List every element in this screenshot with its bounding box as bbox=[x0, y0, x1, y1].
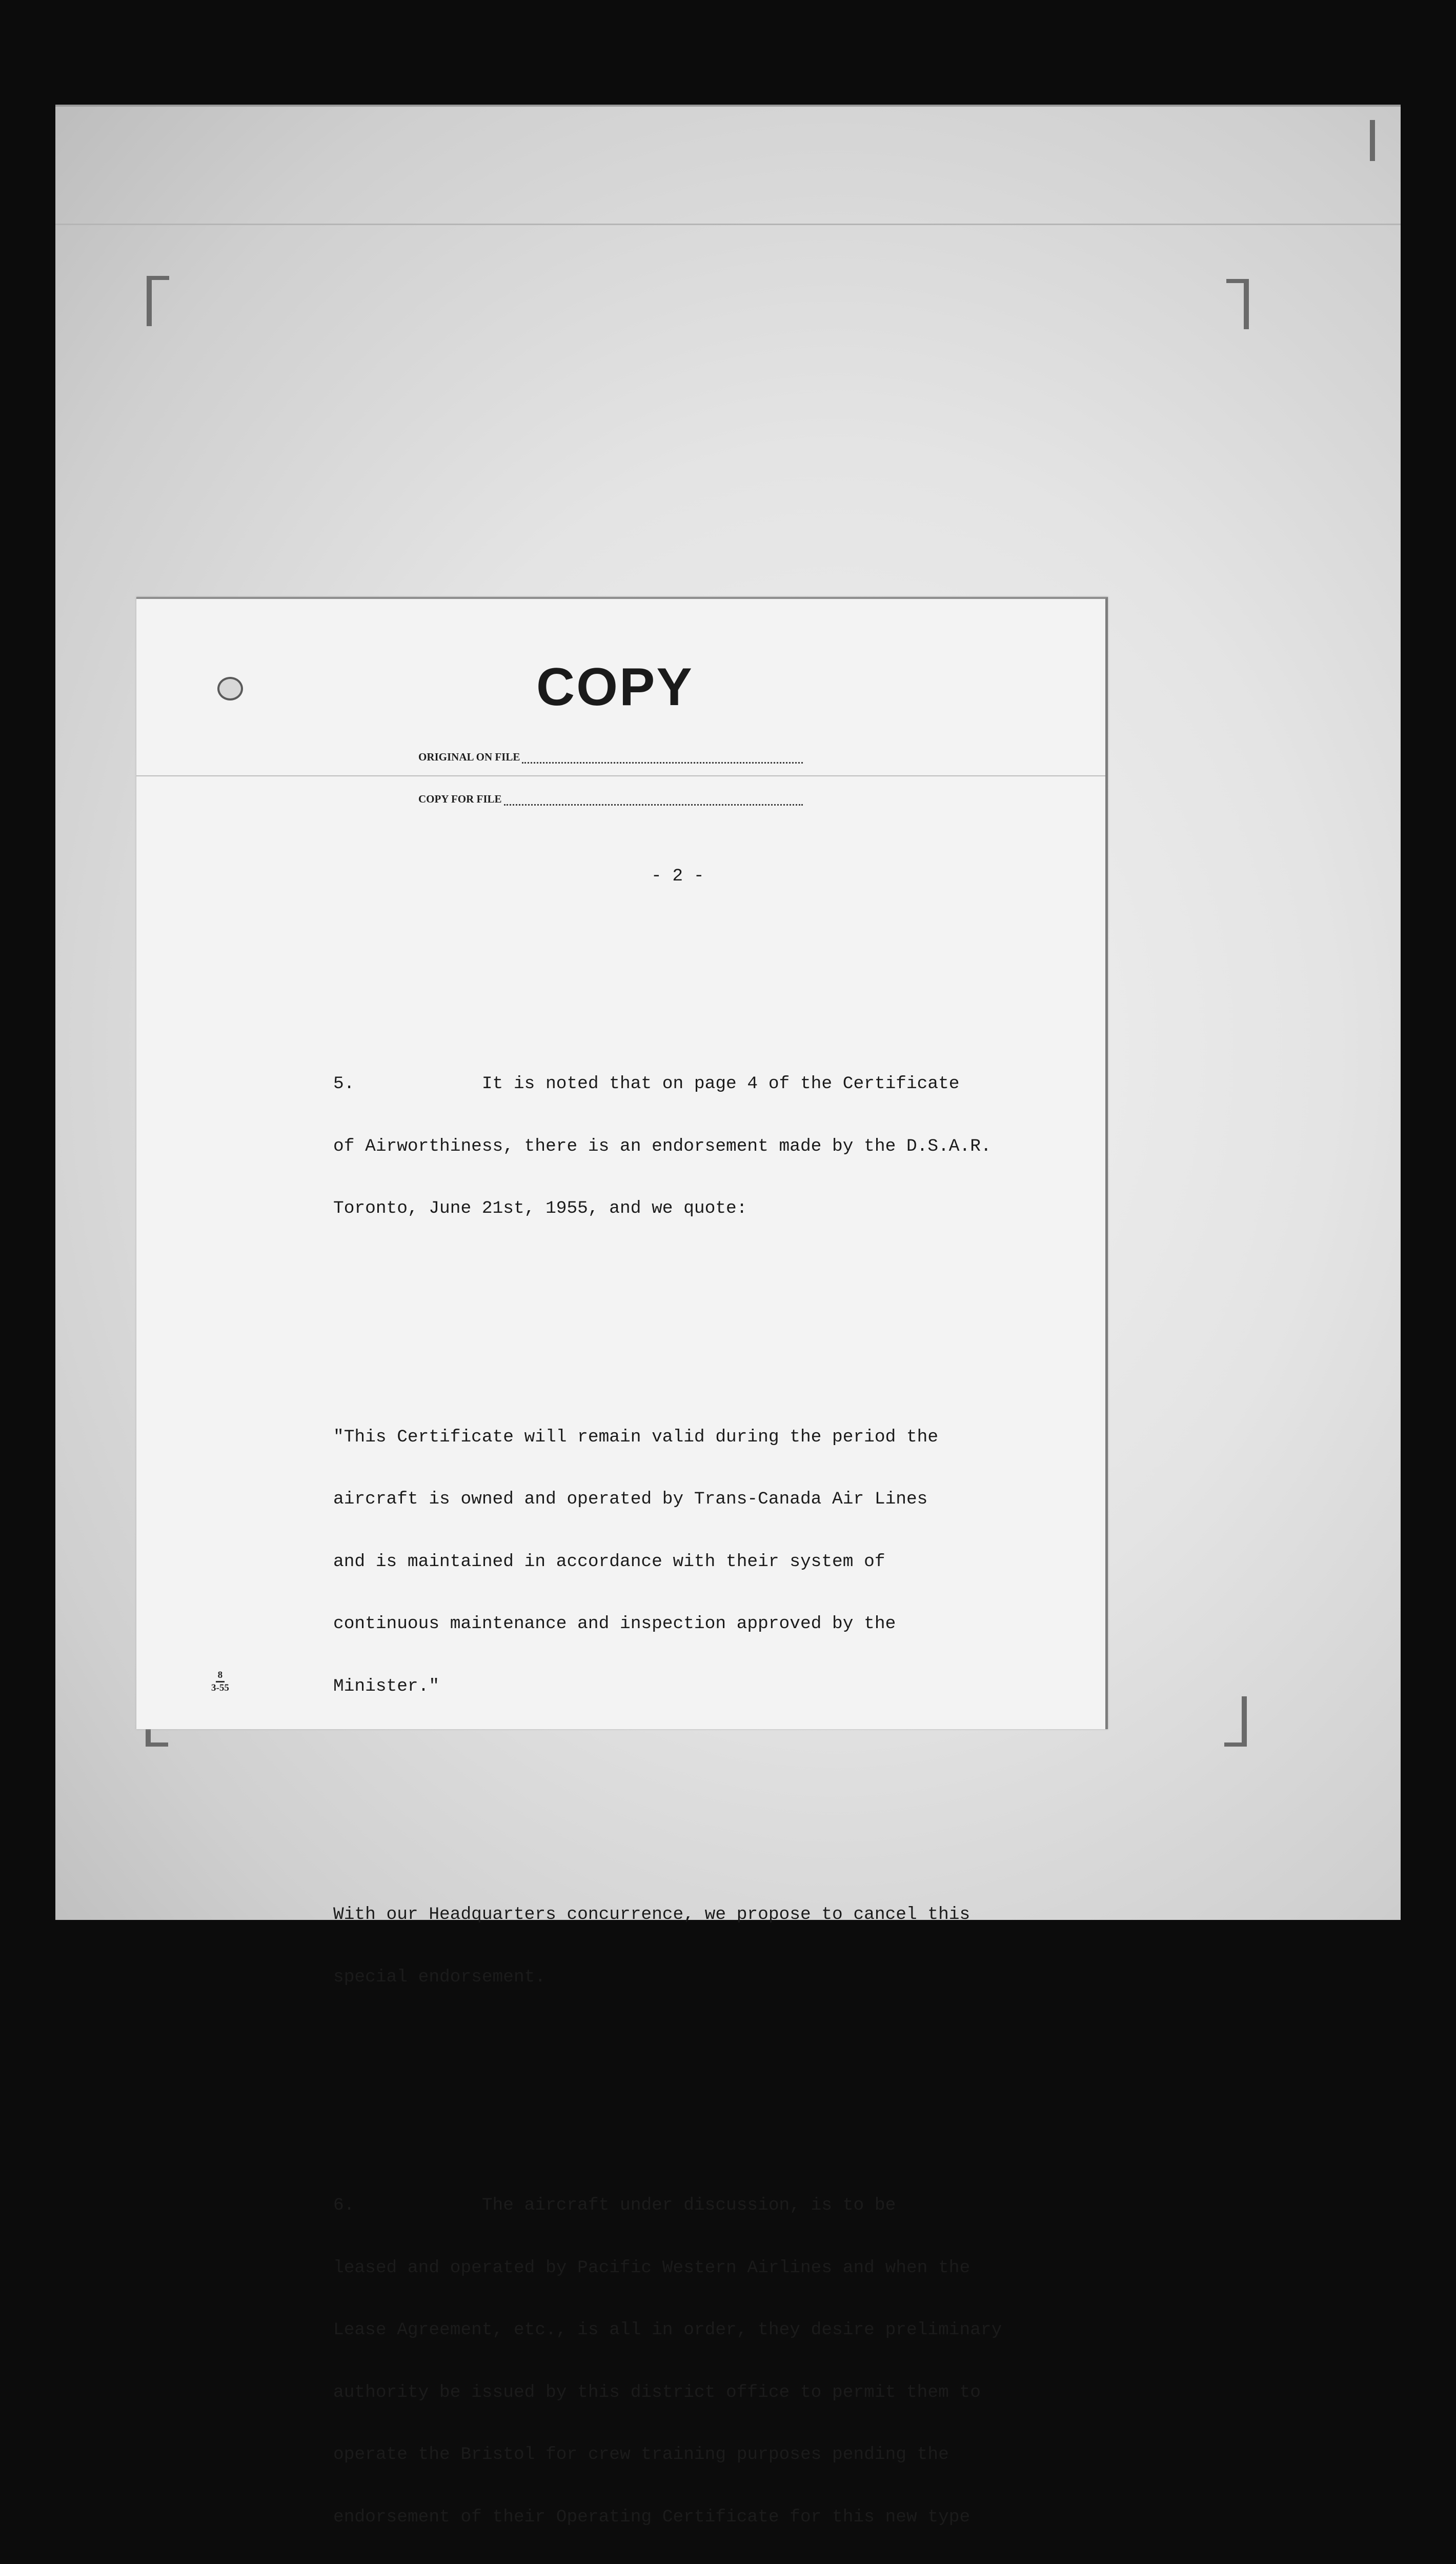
concurrence-paragraph bbox=[333, 1863, 1077, 2029]
text-line: special endorsement. bbox=[333, 1967, 546, 1987]
dotted-rule bbox=[522, 753, 803, 764]
original-on-file-line bbox=[418, 751, 803, 764]
crop-mark-bottom-right bbox=[1224, 1696, 1247, 1747]
text-line: of Airworthiness, there is an endorsement made by the D.S.A.R. bbox=[333, 1136, 992, 1156]
quoted-endorsement bbox=[333, 1386, 1077, 1739]
text-line: and is maintained in accordance with their system of bbox=[333, 1551, 885, 1572]
text-line: authority be issued by this district office to permit them to bbox=[333, 2382, 981, 2402]
text-line: "This Certificate will remain valid during the period the bbox=[333, 1427, 939, 1447]
page-number: - 2 - bbox=[651, 866, 704, 886]
text-line: Lease Agreement, etc., is all in order, they desire preliminary bbox=[333, 2320, 1002, 2340]
form-code bbox=[211, 1670, 229, 1694]
text-line: operate the Bristol for crew training purposes pending the bbox=[333, 2445, 949, 2465]
text-line: 5. It is noted that on page 4 of the Certificate bbox=[333, 1074, 960, 1094]
text-line: continuous maintenance and inspection approved by the bbox=[333, 1614, 896, 1634]
crop-mark-edge bbox=[1352, 120, 1375, 161]
crop-mark-top-left bbox=[147, 276, 169, 326]
punch-hole bbox=[217, 677, 243, 700]
text-line: 6. The aircraft under discussion, is to be bbox=[333, 2195, 896, 2215]
text-line: aircraft is owned and operated by Trans-Canada Air Lines bbox=[333, 1489, 928, 1509]
copy-for-file-label: COPY FOR FILE bbox=[418, 793, 502, 805]
paragraph-6 bbox=[333, 2154, 1077, 2564]
outer-fold-line bbox=[55, 224, 1401, 225]
form-date: 3-55 bbox=[211, 1682, 229, 1693]
paragraph-5 bbox=[333, 1032, 1077, 1261]
original-on-file-label: ORIGINAL ON FILE bbox=[418, 751, 520, 763]
text-line: leased and operated by Pacific Western Airlines and when the bbox=[333, 2257, 970, 2278]
outer-sheet bbox=[55, 105, 1401, 2527]
page-fold-line bbox=[136, 775, 1105, 776]
crop-mark-top-right bbox=[1226, 279, 1249, 329]
form-number: 8 bbox=[216, 1670, 225, 1682]
dotted-rule bbox=[504, 795, 803, 806]
copy-for-file-line bbox=[418, 793, 803, 806]
copy-stamp: COPY bbox=[536, 657, 694, 717]
letter-body bbox=[333, 825, 1077, 2564]
document-page bbox=[136, 597, 1108, 2527]
text-line: Toronto, June 21st, 1955, and we quote: bbox=[333, 1198, 747, 1218]
text-line: Minister." bbox=[333, 1676, 440, 1696]
text-line: endorsement of their Operating Certificate for this new type bbox=[333, 2507, 970, 2527]
text-line: With our Headquarters concurrence, we propose to cancel this bbox=[333, 1905, 970, 1925]
